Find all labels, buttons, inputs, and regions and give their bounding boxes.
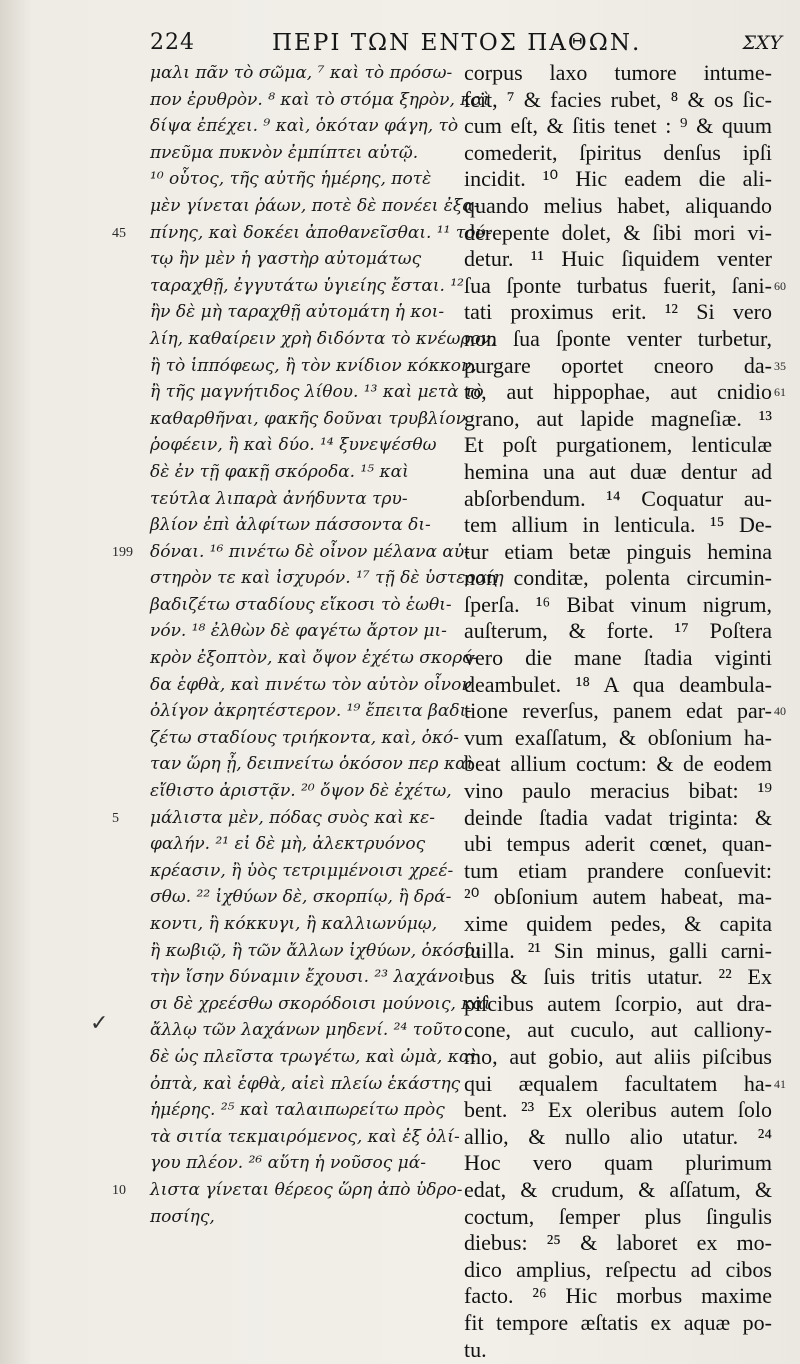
greek-text-line: λίη, καθαίρειν χρὴ διδόντα τὸ κνέωρον, — [150, 328, 497, 349]
latin-text-line: tati proximus erit. ¹² Si vero — [464, 299, 772, 325]
latin-text-line: non ſua ſponte venter turbetur, — [464, 325, 772, 351]
greek-text-line: τὴν ἴσην δύναμιν ἔχουσι. ²³ λαχάνοι- — [150, 967, 471, 988]
margin-line-number: 199 — [112, 544, 133, 560]
greek-text-line: ἡμέρης. ²⁵ καὶ ταλαιπωρείτω πρὸς — [150, 1100, 445, 1121]
latin-text-line: tur etiam betæ pinguis hemina — [464, 538, 772, 564]
margin-line-number: 10 — [112, 1183, 126, 1199]
latin-text-line: quando melius habet, aliquando — [464, 192, 772, 218]
latin-text-line: mo, aut gobio, aut aliis piſcibus — [464, 1043, 772, 1069]
greek-text-column — [150, 60, 504, 1230]
latin-text-line: derepente dolet, & ſibi mori vi- — [464, 219, 772, 245]
greek-text-line: εἴθιστο ἀριστᾷν. ²⁰ ὄψον δὲ ἐχέτω, — [150, 781, 452, 802]
greek-text-line: πον ἐρυθρὸν. ⁸ καὶ τὸ στόμα ξηρὸν, καὶ — [150, 89, 490, 110]
latin-text-line: ſuilla. ²¹ Sin minus, galli carni- — [464, 937, 772, 963]
latin-text-line: ſcit, ⁷ & facies rubet, ⁸ & os ſic- — [464, 86, 772, 112]
greek-text-line: κρέασιν, ἢ ὑὸς τετριμμένοισι χρεέ- — [150, 860, 454, 881]
latin-text-line: ſperſa. ¹⁶ Bibat vinum nigrum, — [464, 591, 772, 617]
latin-text-line: Hoc vero quam plurimum — [464, 1150, 772, 1176]
latin-text-line: auſterum, & forte. ¹⁷ Poſtera — [464, 618, 772, 644]
latin-text-column — [464, 60, 772, 1363]
latin-text-line: tione reverſus, panem edat par- — [464, 698, 772, 724]
greek-text-line: ὀπτὰ, καὶ ἑφθὰ, αἰεὶ πλείω ἑκάστης — [150, 1073, 461, 1094]
greek-text-line: τὰ σιτία τεκμαιρόμενος, καὶ ἐξ ὀλί- — [150, 1126, 460, 1147]
greek-text-line: μάλιστα μὲν, πόδας συὸς καὶ κε- — [150, 807, 436, 828]
latin-text-line: vum exaſſatum, & obſonium ha- — [464, 724, 772, 750]
latin-text-line: diebus: ²⁵ & laboret ex mo- — [464, 1230, 772, 1256]
latin-text-line: cone, aut cuculo, aut calliony- — [464, 1017, 772, 1043]
greek-text-line: μὲν γίνεται ῥάων, ποτὲ δὲ πονέει ἐξα- — [150, 195, 480, 216]
latin-text-line: incidit. ¹⁰ Hic eadem die ali- — [464, 166, 772, 192]
greek-text-line: ζέτω σταδίους τριήκοντα, καὶ, ὁκό- — [150, 727, 460, 748]
greek-text-line: ἄλλῳ τῶν λαχάνων μηδενί. ²⁴ τοῦτο — [150, 1020, 463, 1041]
latin-text-line: vero die mane ſtadia viginti — [464, 645, 772, 671]
page-number: 224 — [150, 30, 195, 55]
greek-text-line: κοντι, ἢ κόκκυγι, ἢ καλλιωνύμῳ, — [150, 914, 438, 934]
latin-text-line: deambulet. ¹⁸ A qua deambula- — [464, 671, 772, 697]
greek-text-line: δὲ ὡς πλεῖστα τρωγέτω, καὶ ὠμὰ, καὶ — [150, 1046, 477, 1067]
latin-text-line: ſua ſponte turbatus fuerit, ſani- — [464, 272, 772, 298]
greek-text-line: ἢν δὲ μὴ ταραχθῇ αὐτομάτη ἡ κοι- — [150, 302, 445, 323]
margin-line-number: 35 — [774, 358, 786, 373]
greek-text-line: ταν ὥρη ᾖ, δειπνείτω ὁκόσον περ καὶ — [150, 754, 474, 775]
signature-mark: ΣΧΥ — [742, 32, 782, 54]
margin-line-number: 41 — [774, 1076, 786, 1091]
latin-text-line: beat allium coctum: & de eodem — [464, 751, 772, 777]
latin-text-line: ²⁰ obſonium autem habeat, ma- — [464, 884, 772, 910]
greek-text-line: φαλήν. ²¹ εἰ δὲ μὴ, ἀλεκτρυόνος — [150, 834, 426, 855]
latin-text-line: to, aut hippophae, aut cnidio — [464, 379, 772, 405]
greek-text-line: ποσίης, — [150, 1206, 215, 1227]
handwritten-check-mark: ✓ — [90, 1010, 109, 1035]
greek-text-line: μαλι πᾶν τὸ σῶμα, ⁷ καὶ τὸ πρόσω- — [150, 63, 453, 83]
greek-text-line: ὀλίγον ἀκρητέστερον. ¹⁹ ἔπειτα βαδι- — [150, 701, 473, 722]
latin-text-line: hemina una aut duæ dentur ad — [464, 458, 772, 484]
latin-text-line: non conditæ, polenta circumin- — [464, 565, 772, 591]
latin-text-line: facto. ²⁶ Hic morbus maxime — [464, 1283, 772, 1309]
greek-text-line: ἢ τὸ ἱππόφεως, ἢ τὸν κνίδιον κόκκον, — [150, 355, 477, 376]
latin-text-line: bent. ²³ Ex oleribus autem ſolo — [464, 1097, 772, 1123]
greek-text-line: δὲ ἐν τῇ φακῇ σκόροδα. ¹⁵ καὶ — [150, 461, 409, 482]
greek-text-line: δα ἑφθὰ, καὶ πινέτω τὸν αὐτὸν οἶνον — [150, 674, 472, 695]
margin-line-number: 45 — [112, 225, 126, 241]
greek-text-line: νόν. ¹⁸ ἐλθὼν δὲ φαγέτω ἄρτον μι- — [150, 621, 447, 642]
greek-text-line: ¹⁰ οὗτος, τῆς αὐτῆς ἡμέρης, ποτὲ — [150, 169, 432, 190]
greek-text-line: ἢ τῆς μαγνήτιδος λίθου. ¹³ καὶ μετὰ τὸ — [150, 382, 484, 403]
greek-text-line: βλίον ἐπὶ ἀλφίτων πάσσοντα δι- — [150, 515, 431, 536]
margin-line-number: 5 — [112, 810, 119, 826]
greek-text-line: γου πλέον. ²⁶ αὕτη ἡ νοῦσος μά- — [150, 1153, 426, 1174]
running-title: ΠΕΡΙ ΤΩΝ ΕΝΤΟΣ ΠΑΘΩΝ. — [272, 30, 642, 56]
greek-text-line: τῳ ἢν μὲν ἡ γαστὴρ αὐτομάτως — [150, 249, 422, 270]
latin-text-line: ubi tempus aderit cœnet, quan- — [464, 831, 772, 857]
latin-text-line: xime quidem pedes, & capita — [464, 911, 772, 936]
latin-text-line: tem allium in lenticula. ¹⁵ De- — [464, 512, 772, 538]
greek-text-line: πίνης, καὶ δοκέει ἀποθανεῖσθαι. ¹¹ τού- — [150, 222, 492, 243]
latin-text-line: purgare oportet cneoro da- — [464, 352, 772, 378]
latin-text-line: grano, aut lapide magneſiæ. ¹³ — [464, 405, 772, 431]
greek-text-line: πνεῦμα πυκνὸν ἐμπίπτει αὐτῷ. — [150, 142, 419, 163]
latin-text-line: abſorbendum. ¹⁴ Coquatur au- — [464, 485, 772, 511]
greek-text-line: κρὸν ἐξοπτὸν, καὶ ὄψον ἐχέτω σκορό- — [150, 648, 479, 669]
greek-text-line: τεύτλα λιπαρὰ ἀνήδυντα τρυ- — [150, 488, 408, 509]
latin-text-line: cum eſt, & ſitis tenet : ⁹ & quum — [464, 113, 772, 139]
greek-text-line: δίψα ἐπέχει. ⁹ καὶ, ὁκόταν φάγη, τὸ — [150, 116, 459, 137]
greek-text-line: βαδιζέτω σταδίους εἴκοσι τὸ ἑωθι- — [150, 594, 452, 615]
latin-text-line: detur. ¹¹ Huic ſiquidem venter — [464, 246, 772, 272]
latin-text-line: comederit, ſpiritus denſus ipſi — [464, 139, 772, 165]
greek-text-line: καθαρθῆναι, φακῆς δοῦναι τρυβλίον — [150, 408, 466, 429]
latin-text-line: Et poſt purgationem, lenticulæ — [464, 432, 772, 458]
greek-text-line: δόναι. ¹⁶ πινέτω δὲ οἶνον μέλανα αὐ- — [150, 541, 470, 562]
latin-text-line: corpus laxo tumore intume- — [464, 60, 772, 85]
margin-line-number: 60 — [774, 278, 786, 293]
latin-text-line: coctum, ſemper plus ſingulis — [464, 1203, 772, 1229]
latin-text-line: fit tempore æſtatis ex aquæ po- — [464, 1309, 772, 1335]
latin-text-line: piſcibus autem ſcorpio, aut dra- — [464, 990, 772, 1016]
greek-text-line: ῥοφέειν, ἢ καὶ δύο. ¹⁴ ξυνεψέσθω — [150, 435, 437, 456]
greek-text-line: σθω. ²² ἰχθύων δὲ, σκορπίῳ, ἢ δρά- — [150, 887, 452, 908]
latin-text-line: qui æqualem facultatem ha- — [464, 1070, 772, 1096]
latin-text-line: deinde ſtadia vadat triginta: & — [464, 804, 772, 830]
greek-text-line: στηρὸν τε καὶ ἰσχυρόν. ¹⁷ τῇ δὲ ὑστεραίῃ — [150, 568, 504, 589]
latin-text-line: tum etiam prandere conſuevit: — [464, 857, 772, 883]
greek-text-line: λιστα γίνεται θέρεος ὥρη ἀπὸ ὑδρο- — [150, 1179, 463, 1200]
running-head — [150, 30, 782, 56]
latin-text-line: allio, & nullo alio utatur. ²⁴ — [464, 1123, 772, 1149]
latin-text-line: edat, & crudum, & aſſatum, & — [464, 1176, 772, 1202]
greek-text-line: ἢ κωβιῷ, ἢ τῶν ἄλλων ἰχθύων, ὁκόσοι — [150, 940, 482, 961]
latin-text-line: bus & ſuis tritis utatur. ²² Ex — [464, 964, 772, 990]
greek-text-line: σι δὲ χρεέσθω σκορόδοισι μούνοις, καὶ — [150, 993, 491, 1014]
latin-text-line: dico amplius, reſpectu ad cibos — [464, 1256, 772, 1282]
latin-text-line: tu. — [464, 1336, 487, 1362]
greek-text-line: ταραχθῇ, ἐγγυτάτω ὑγιείης ἔσται. ¹² — [150, 275, 464, 296]
margin-line-number: 61 — [774, 385, 786, 400]
latin-text-line: vino paulo meracius bibat: ¹⁹ — [464, 778, 772, 804]
margin-line-number: 40 — [774, 704, 786, 719]
